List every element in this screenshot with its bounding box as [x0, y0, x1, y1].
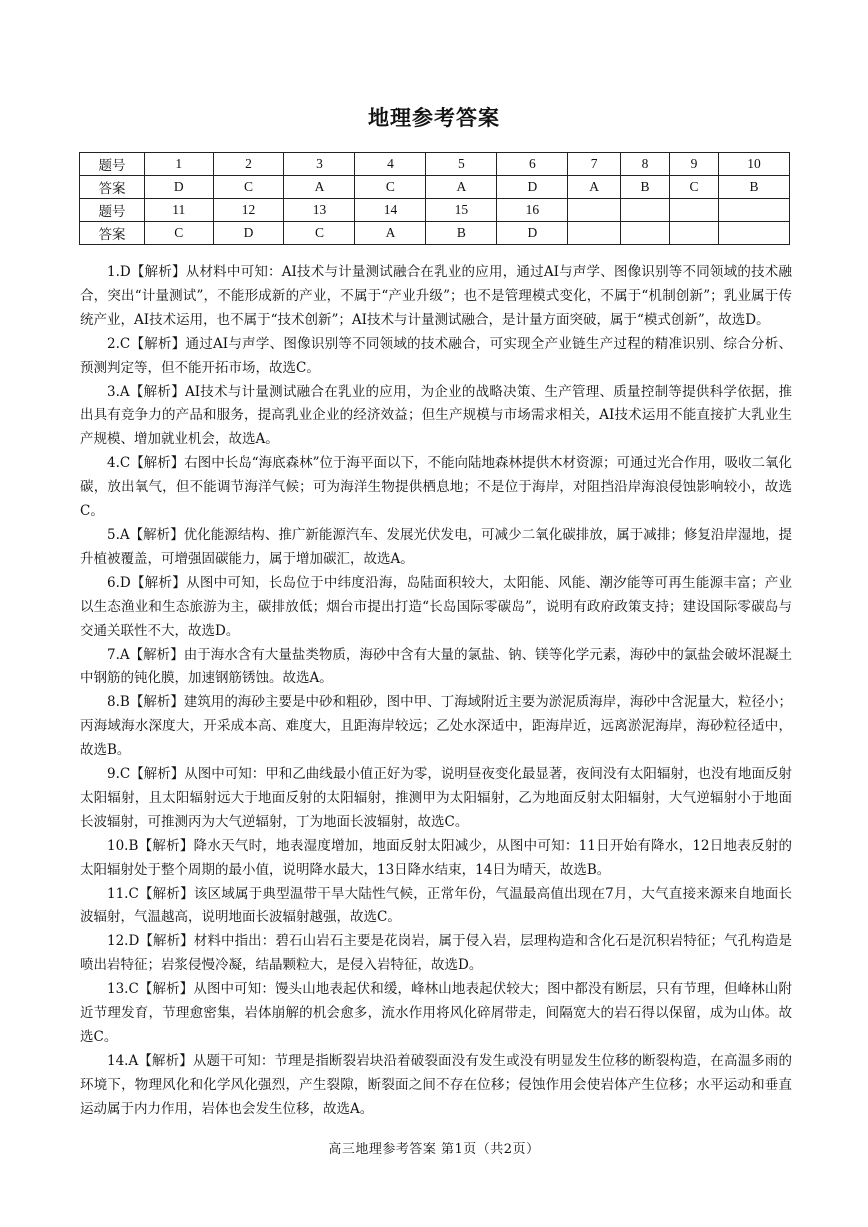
table-row	[80, 222, 790, 245]
table-row-header: 题号	[80, 153, 145, 176]
table-cell	[620, 222, 669, 245]
table-row-header: 答案	[80, 222, 145, 245]
explanation-list	[80, 261, 792, 1122]
explanation-paragraph: 5.A【解析】优化能源结构、推广新能源汽车、发展光伏发电，可减少二氧化碳排放，属于减排；修复沿岸湿地，提升植被覆盖，可增强固碳能力，属于增加碳汇，故选A。	[80, 526, 792, 567]
table-cell: 14	[355, 199, 426, 222]
table-cell	[669, 199, 718, 222]
table-cell: 7	[568, 153, 621, 176]
table-cell: D	[497, 222, 568, 245]
table-cell: 6	[497, 153, 568, 176]
table-cell: C	[355, 176, 426, 199]
table-cell: 5	[426, 153, 497, 176]
table-cell: A	[426, 176, 497, 199]
table-cell: C	[213, 176, 284, 199]
table-cell: 13	[284, 199, 355, 222]
explanation-paragraph: 3.A【解析】AI技术与计量测试融合在乳业的应用，为企业的战略决策、生产管理、质量控制等提供科学依据，推出具有竞争力的产品和服务，提高乳业企业的经济效益；但生产规模与市场需求相关，AI技术运用不能直接扩大乳业生产规模、增加就业机会，故选A。	[80, 383, 792, 448]
explanation-paragraph: 12.D【解析】材料中指出：碧石山岩石主要是花岗岩，属于侵入岩，层理构造和含化石是沉积岩特征；气孔构造是喷出岩特征；岩浆侵慢冷凝，结晶颗粒大，是侵入岩特征，故选D。	[80, 933, 792, 974]
explanation-paragraph: 2.C【解析】通过AI与声学、图像识别等不同领域的技术融合，可实现全产业链生产过程的精准识别、综合分析、预测判定等，但不能开拓市场，故选C。	[80, 335, 792, 376]
page-title: 地理参考答案	[368, 105, 500, 130]
table-cell: 3	[284, 153, 355, 176]
table-cell: 8	[620, 153, 669, 176]
table-cell: 1	[145, 153, 214, 176]
table-cell	[669, 222, 718, 245]
table-cell: D	[213, 222, 284, 245]
table-cell: B	[620, 176, 669, 199]
table-cell: C	[284, 222, 355, 245]
explanation-paragraph: 11.C【解析】该区域属于典型温带干旱大陆性气候，正常年份，气温最高值出现在7月，大气直接来源来自地面长波辐射，气温越高，说明地面长波辐射越强，故选C。	[80, 885, 792, 926]
explanation-paragraph: 1.D【解析】从材料中可知：AI技术与计量测试融合在乳业的应用，通过AI与声学、图像识别等不同领域的技术融合，突出“计量测试”，不能形成新的产业，不属于“产业升级”；也不是管理模式变化，不属于“机制创新”；乳业属于传统产业，AI技术运用，也不属于“技术创新”；AI技术与计量测试融合，是计量方面突破，属于“模式创新”，故选D。	[80, 264, 792, 328]
table-cell: A	[568, 176, 621, 199]
table-cell: C	[669, 176, 718, 199]
explanation-paragraph: 7.A【解析】由于海水含有大量盐类物质，海砂中含有大量的氯盐、钠、镁等化学元素，海砂中的氯盐会破坏混凝土中钢筋的钝化膜，加速钢筋锈蚀。故选A。	[80, 646, 792, 687]
answer-table	[79, 152, 790, 245]
explanation-paragraph: 8.B【解析】建筑用的海砂主要是中砂和粗砂，图中甲、丁海域附近主要为淤泥质海岸，海砂中含泥量大，粒径小；丙海域海水深度大，开采成本高、难度大，且距海岸较远；乙处水深适中，距海岸近，远离淤泥海岸，海砂粒径适中，故选B。	[80, 694, 792, 759]
table-cell	[719, 222, 790, 245]
table-cell: A	[355, 222, 426, 245]
explanation-paragraph: 9.C【解析】从图中可知：甲和乙曲线最小值正好为零，说明昼夜变化最显著，夜间没有太阳辐射，也没有地面反射太阳辐射，且太阳辐射远大于地面反射的太阳辐射，推测甲为太阳辐射，乙为地面反射太阳辐射，大气逆辐射小于地面长波辐射，可推测丙为大气逆辐射，丁为地面长波辐射，故选C。	[80, 766, 792, 830]
table-cell: B	[426, 222, 497, 245]
table-cell: 2	[213, 153, 284, 176]
table-cell: B	[719, 176, 790, 199]
table-cell: 9	[669, 153, 718, 176]
table-cell	[568, 222, 621, 245]
table-cell: 12	[213, 199, 284, 222]
explanation-paragraph: 10.B【解析】降水天气时，地表湿度增加，地面反射太阳减少，从图中可知：11日开始有降水，12日地表反射的太阳辐射处于整个周期的最小值，说明降水最大，13日降水结束，14日为晴天，故选B。	[80, 837, 792, 878]
table-row-header: 题号	[80, 199, 145, 222]
page-footer: 高三地理参考答案 第1页（共2页）	[328, 1142, 540, 1157]
explanation-paragraph: 6.D【解析】从图中可知，长岛位于中纬度沿海，岛陆面积较大，太阳能、风能、潮汐能等可再生能源丰富；产业以生态渔业和生态旅游为主，碳排放低；烟台市提出打造“长岛国际零碳岛”，说明有政府政策支持；建设国际零碳岛与交通关联性不大，故选D。	[80, 574, 792, 639]
table-row	[80, 199, 790, 222]
table-cell: C	[145, 222, 214, 245]
explanation-paragraph: 4.C【解析】右图中长岛“海底森林”位于海平面以下，不能向陆地森林提供木材资源；可通过光合作用，吸收二氧化碳，放出氧气，但不能调节海洋气候；可为海洋生物提供栖息地；不是位于海岸，对阻挡沿岸海浪侵蚀影响较小，故选C。	[80, 455, 793, 520]
table-cell: 11	[145, 199, 214, 222]
table-cell: 16	[497, 199, 568, 222]
table-cell: 4	[355, 153, 426, 176]
table-cell	[568, 199, 621, 222]
explanation-paragraph: 14.A【解析】从题干可知：节理是指断裂岩块沿着破裂面没有发生或没有明显发生位移的断裂构造，在高温多雨的环境下，物理风化和化学风化强烈，产生裂隙，断裂面之间不存在位移；侵蚀作用会使岩体产生位移；水平运动和垂直运动属于内力作用，岩体也会发生位移，故选A。	[80, 1052, 792, 1117]
table-cell: A	[284, 176, 355, 199]
table-cell: D	[497, 176, 568, 199]
table-cell	[719, 199, 790, 222]
table-cell: D	[145, 176, 214, 199]
explanation-paragraph: 13.C【解析】从图中可知：馒头山地表起伏和缓，峰林山地表起伏较大；图中都没有断层，只有节理，但峰林山附近节理发育，节理愈密集，岩体崩解的机会愈多，流水作用将风化碎屑带走，间隔宽大的岩石得以保留，成为山体。故选C。	[80, 981, 792, 1045]
table-row	[80, 153, 790, 176]
table-cell: 10	[719, 153, 790, 176]
table-row-header: 答案	[80, 176, 145, 199]
table-cell	[620, 199, 669, 222]
table-cell: 15	[426, 199, 497, 222]
table-row	[80, 176, 790, 199]
